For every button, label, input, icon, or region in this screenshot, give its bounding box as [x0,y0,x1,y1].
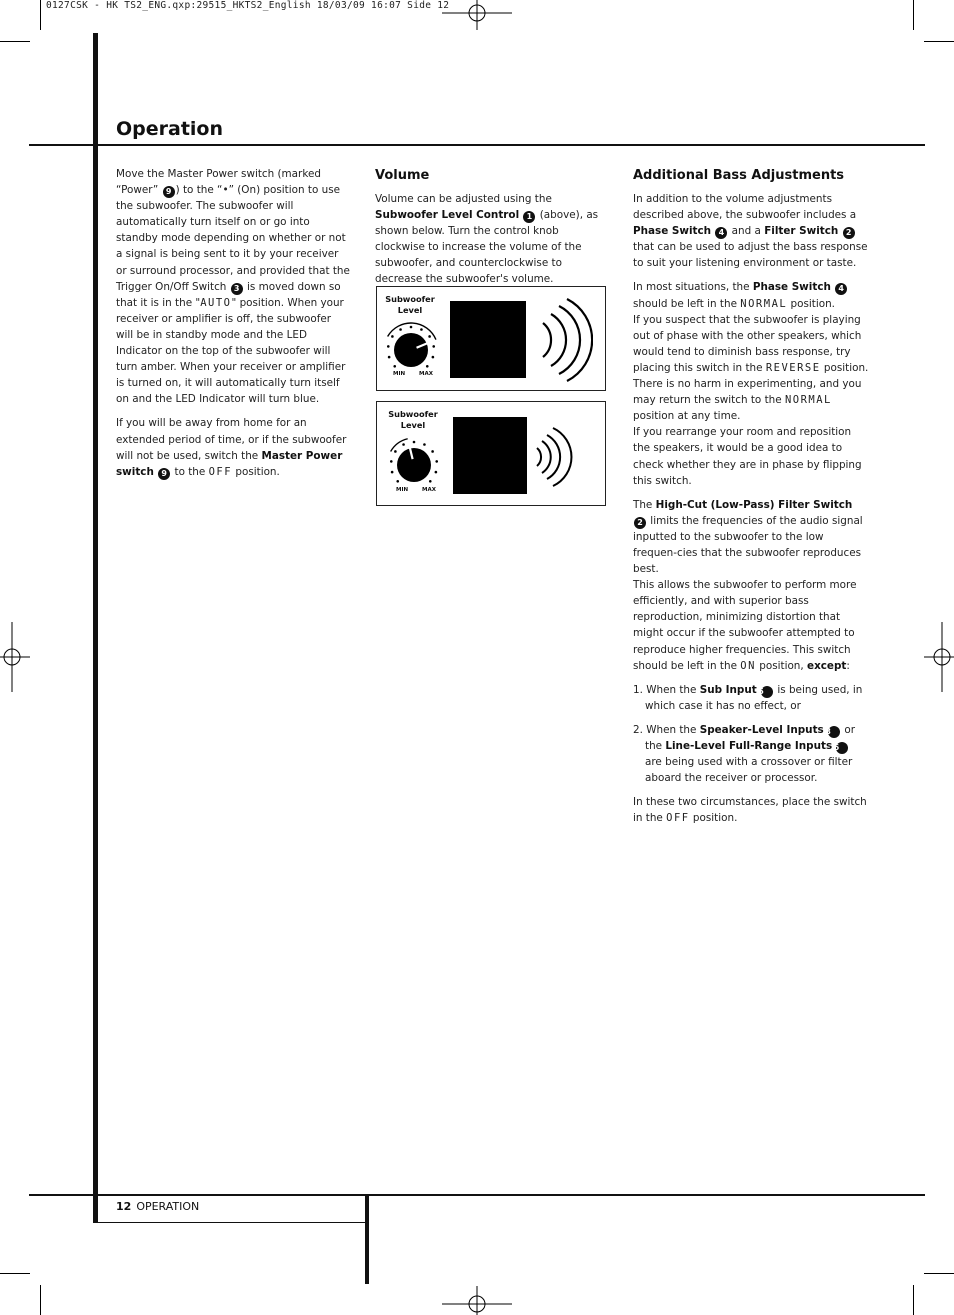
crop-mark [924,1273,954,1274]
crop-mark [40,0,41,30]
callout-2: 2 [634,517,646,529]
crop-mark [913,0,914,30]
phase-normal-paragraph: In most situations, the Phase Switch 4 should be left in the NORMAL position. [633,279,869,311]
knob-tick [390,460,393,463]
sound-waves-icon [535,297,593,383]
crop-mark [0,1273,30,1274]
knob-tick [391,335,394,338]
exception-list [633,682,869,787]
knob-tick [435,471,438,474]
bass-heading: Additional Bass Adjustments [633,168,845,183]
knob-tick [413,441,416,444]
knob-tick [393,365,396,368]
list-item: 2. When the Speaker-Level Inputs 8 or the Line-Level Full-Range Inputs 6 are being used with a crossover or filter aboard the receiver or processor. [633,723,855,785]
callout-6: 6 [836,742,848,754]
rearrange-paragraph: If you rearrange your room and reposition the speakers, it would be a good idea to check whether they are in phase by flipping this switch. [633,426,862,487]
volume-column [375,191,605,296]
callout-1: 1 [523,211,535,223]
level-knob [380,319,442,369]
footer [116,1200,199,1213]
power-paragraph: Move the Master Power switch (marked “Power” 9 ) to the “•” (On) position to use the subwoofer. The subwoofer will automatically turn itself on or go into standby mode depending on whether or not a signal is being sent to it by your receiver or surround processor, and provided that the Trigger On/Off Switch 3 is moved down so that it is in the "AUTO" position. When your receiver or amplifier is off, the subwoofer will be in standby mode and the LED Indicator on the top of the subwoofer will turn amber. When your receiver or amplifier is turned on, it will automatically turn itself on and the LED Indicator will turn blue. [116,168,350,406]
subwoofer-illustration [450,301,526,378]
knob-tick [402,443,405,446]
print-slug: 0127CSK - HK TS2_ENG.qxp:29515_HKTS2_English 18/03/09 16:07 Side 12 [46,0,450,11]
phase-reverse-paragraph: If you suspect that the subwoofer is playing out of phase with the other speakers, which would tend to diminish bass response, try placing this switch in the REVERSE position. There is no harm in experimenting, and you may return the switch to the NORMAL position at any time. [633,313,869,423]
callout-5: 5 [761,686,773,698]
crop-mark [0,41,30,42]
volume-paragraph: Volume can be adjusted using the Subwoofer Level Control 1 (above), as shown below. Turn the control knob clockwise to increase the volume of the subwoofer, and counterclockwise to decrease the subwoofer's volume. [375,193,599,286]
page-number: 12 [116,1200,132,1213]
volume-figure-low [376,401,606,506]
header-rule [29,144,925,146]
level-knob [383,434,445,484]
closing-paragraph: In these two circumstances, place the switch in the OFF position. [633,796,867,825]
callout-4: 4 [835,283,847,295]
callout-4: 4 [715,227,727,239]
crop-mark [40,1285,41,1315]
knob-body [394,333,428,367]
filter-detail-paragraph: This allows the subwoofer to perform more efficiently, and with superior bass reproduction, minimizing distortion that might occur if the subwoofer attempted to reproduce higher frequencies. This switch should be left in the ON position, except: [633,579,857,672]
callout-3: 3 [231,283,243,295]
knob-tick [399,328,402,331]
registration-mark-left [0,622,30,692]
knob-tick [410,326,413,329]
volume-heading: Volume [375,168,430,183]
knob-min-label: MIN [393,371,406,377]
knob-direction-arrow [391,439,408,452]
knob-tick [432,356,435,359]
list-item: 1. When the Sub Input 5 is being used, in which case it has no effect, or [633,683,863,712]
knob-tick [431,450,434,453]
normal-setting: NORMAL [784,394,832,407]
registration-mark-right [924,622,954,692]
knob-tick [428,335,431,338]
normal-setting: NORMAL [740,297,788,310]
callout-2: 2 [843,227,855,239]
auto-setting: AUTO [200,296,232,309]
intro-column [116,166,350,488]
away-paragraph: If you will be away from home for an extended period of time, or if the subwoofer will not be used, switch the Master Power switch 9 to the OFF position. [116,417,347,478]
bass-column [633,191,869,834]
reverse-setting: REVERSE [765,361,821,374]
on-setting: ON [740,659,756,672]
knob-min-label: MIN [396,487,409,493]
knob-tick [429,480,432,483]
sound-waves-icon [533,422,583,492]
volume-figure-high [376,286,606,391]
footer-divider [365,1194,369,1284]
knob-label: Subwoofer Level [385,294,435,315]
filter-paragraph: The High-Cut (Low-Pass) Filter Switch 2 limits the frequencies of the audio signal inputted to the subwoofer to the low frequen-cies that the subwoofer reproduces best. [633,498,863,576]
knob-dial [387,323,436,368]
knob-max-label: MAX [419,371,433,377]
off-setting: OFF [666,812,690,825]
left-margin-bar [93,33,98,1223]
knob-tick [423,443,426,446]
knob-dial [390,439,438,483]
crop-mark [913,1285,914,1315]
off-setting: OFF [208,465,233,478]
knob-tick [426,365,429,368]
knob-tick [435,460,438,463]
knob-tick [391,471,394,474]
knob-tick [396,480,399,483]
knob-label: Subwoofer Level [388,409,438,430]
callout-8: 8 [828,726,840,738]
footer-rule [29,1194,925,1196]
page-title: Operation [116,118,224,140]
knob-tick [394,450,397,453]
footer-underline [98,1222,366,1223]
subwoofer-illustration [453,417,527,494]
knob-tick [388,356,391,359]
callout-9: 9 [163,186,175,198]
knob-body [397,448,431,482]
knob-max-label: MAX [422,487,436,493]
bass-intro-paragraph: In addition to the volume adjustments described above, the subwoofer includes a Phase Switch 4 and a Filter Switch 2 that can be used to adjust the bass response to suit your listening environment or taste. [633,193,868,270]
registration-mark-top [442,0,512,32]
knob-tick [432,345,435,348]
knob-tick [420,328,423,331]
registration-mark-bottom [442,1284,512,1315]
callout-9: 9 [158,468,170,480]
knob-tick [387,345,390,348]
crop-mark [924,41,954,42]
footer-section: OPERATION [136,1200,200,1213]
